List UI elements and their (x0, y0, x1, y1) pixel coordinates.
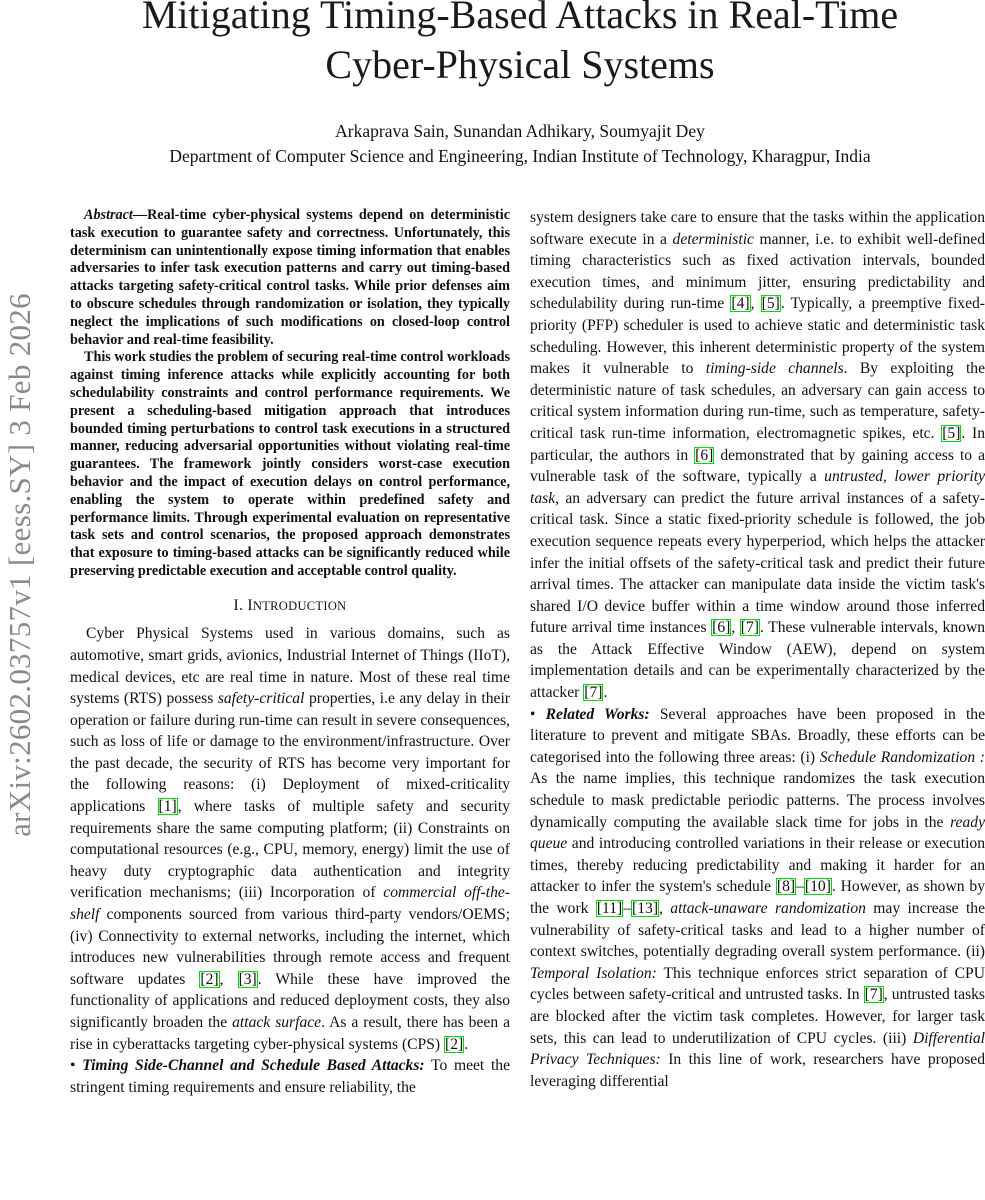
citation-link[interactable]: [7] (864, 986, 883, 1004)
paragraph-heading: Timing Side-Channel and Schedule Based Attacks: (82, 1057, 425, 1075)
citation-link[interactable]: [10] (804, 878, 831, 896)
citation-link[interactable]: [5] (761, 295, 780, 313)
citation-link[interactable]: [7] (584, 684, 603, 702)
abstract-paragraph-2: This work studies the problem of securing real-time control workloads against timing inference attacks while explicitly accounting for both schedulability constraints and control performance requirements. We present a scheduling-based mitigation approach that introduces bounded timing perturbations to control task executions in a structured manner, reducing adversarial opportunities without violating real-time guarantees. The framework jointly considers worst-case execution behavior and the impact of execution delays on control performance, enabling the system to operate within predefined safety and performance limits. Through experimental evaluation on representative task sets and control scenarios, the proposed approach demonstrates that exposure to timing-based attacks can be significantly reduced while preserving predictable execution and acceptable control quality. (70, 349, 511, 579)
author-list: Arkaprava Sain, Sunandan Adhikary, Soumyajit Dey (335, 121, 705, 141)
citation-link[interactable]: [7] (740, 619, 759, 637)
paper-title (60, 0, 980, 90)
paragraph-heading: Related Works: (545, 705, 650, 723)
intro-paragraph-2: • Timing Side-Channel and Schedule Based Attacks: To meet the stringent timing requirements and ensure reliability, the (70, 1057, 510, 1096)
paper-title-line-2: Cyber-Physical Systems (325, 42, 715, 87)
citation-link[interactable]: [1] (158, 798, 177, 816)
citation-link[interactable]: [2] (445, 1035, 464, 1053)
intro-paragraph-1: Cyber Physical Systems used in various domains, such as automotive, smart grids, avionics, Industrial Internet of Things (IIoT), medical devices, etc are real time in nature. Most of these real time systems (RTS) possess safety-critical properties, i.e any delay in their operation or failure during run-time can result in severe consequences, such as loss of life or damage to the environment/infrastructure. Over the past decade, the security of RTS has become very important for the following reasons: (i) Deployment of mixed-criticality applications [1], where tasks of multiple safety and security requirements share the same computing platform; (ii) Constraints on computational resources (e.g., CPU, memory, energy) limit the use of heavy duty cryptographic data authentication and integrity verification mechanisms; (iii) Incorporation of commercial off-the-shelf components sourced from various third-party vendors/OEMS; (iv) Connectivity to external networks, including the internet, which introduces new vulnerabilities through remote access and frequent software updates [2], [3]. While these have improved the functionality of applications and reduced deployment costs, they also significantly broaden the attack surface. As a result, there has been a rise in cyberattacks targeting cyber-physical systems (CPS) [2]. (70, 625, 510, 1053)
citation-link[interactable]: [11] (596, 900, 623, 917)
arxiv-stamp (0, 0, 40, 1200)
abstract-paragraph-1: Abstract—Real-time cyber-physical systems depend on deterministic task execution to guarantee safety and correctness. Unfortunately, this determinism can unintentionally expose timing information that enables adversaries to infer task execution patterns and carry out timing-based attacks targeting safety-critical control tasks. While prior defenses aim to obscure schedules through randomization or isolation, they typically neglect the implications of such modifications on closed-loop control behavior and real-time feasibility. (70, 207, 510, 348)
paper-title-line-1: Mitigating Timing-Based Attacks in Real-Time (141, 0, 899, 37)
right-paragraph-1: system designers take care to ensure that the tasks within the application software execute in a deterministic manner, i.e. to exhibit well-defined timing characteristics such as fixed activation intervals, bounded execution times, and minimum jitter, ensuring predictability and schedulability during run-time [4], [5]. Typically, a preemptive fixed-priority (PFP) scheduler is used to achieve static and deterministic task scheduling. However, this inherent deterministic property of the system makes it vulnerable to timing-side channels. By exploiting the deterministic nature of task schedules, an adversary can gain access to critical system information during run-time, such as temperature, safety-critical task run-time information, electromagnetic spikes, etc. [5]. In particular, the authors in [6] demonstrated that by gaining access to a vulnerable task of the software, typically a untrusted, lower priority task, an adversary can predict the future arrival instances of a safety-critical task. Since a static fixed-priority schedule is followed, the job execution sequence repeats every hyperperiod, which helps the attacker infer the initial offsets of the safety-critical task and predict their future arrival times. The attacker can manipulate data inside the victim task's shared I/O device buffer within a time window around those inferred future arrival time instances [6], [7]. These vulnerable intervals, known as the Attack Effective Window (AEW), depend on system implementation details and can be experimentally characterized by the attacker [7]. (530, 209, 985, 702)
citation-link[interactable]: [6] (695, 446, 714, 464)
citation-link[interactable]: [6] (712, 619, 731, 637)
abstract-label: Abstract (84, 207, 133, 223)
citation-link[interactable]: [3] (238, 970, 257, 988)
citation-link[interactable]: [2] (200, 970, 219, 988)
citation-link[interactable]: [4] (731, 295, 750, 313)
section-heading-introduction: I. INTRODUCTION (233, 596, 347, 614)
affiliation: Department of Computer Science and Engineering, Indian Institute of Technology, Kharagpur, India (169, 146, 871, 166)
abstract (70, 207, 510, 581)
arxiv-stamp-text: arXiv:2602.03757v1 [eess.SY] 3 Feb 2026 (2, 293, 37, 837)
citation-link[interactable]: [13] (632, 900, 659, 917)
right-column (530, 207, 985, 1092)
left-column (70, 207, 510, 1098)
citation-link[interactable]: [8] (776, 878, 796, 896)
introduction-body (70, 623, 510, 1098)
citation-link[interactable]: [5] (942, 424, 961, 442)
right-paragraph-2: • Related Works: Several approaches have been proposed in the literature to prevent and mitigate SBAs. Broadly, these efforts can be categorised into the following three areas: (i) Schedule Randomization : As the name implies, this technique randomizes the task execution schedule to mask predictable periodic patterns. The process involves dynamically computing the available slack time for jobs in the ready queue and introducing controlled variations in their release or execution times, thereby reducing predictability and making it harder for an attacker to infer the system's schedule [8]–[10]. However, as shown by the work [11]–[13], attack-unaware randomization may increase the vulnerability of safety-critical tasks and lead to a higher number of context switches, potentially degrading overall system performance. (ii) Temporal Isolation: This technique enforces strict separation of CPU cycles between safety-critical and untrusted tasks. In [7], untrusted tasks are blocked after the victim task completes. However, for larger task sets, this can lead to underutilization of CPU cycles. (iii) Differential Privacy Techniques: In this line of work, researchers have proposed leveraging differential (530, 705, 985, 1090)
